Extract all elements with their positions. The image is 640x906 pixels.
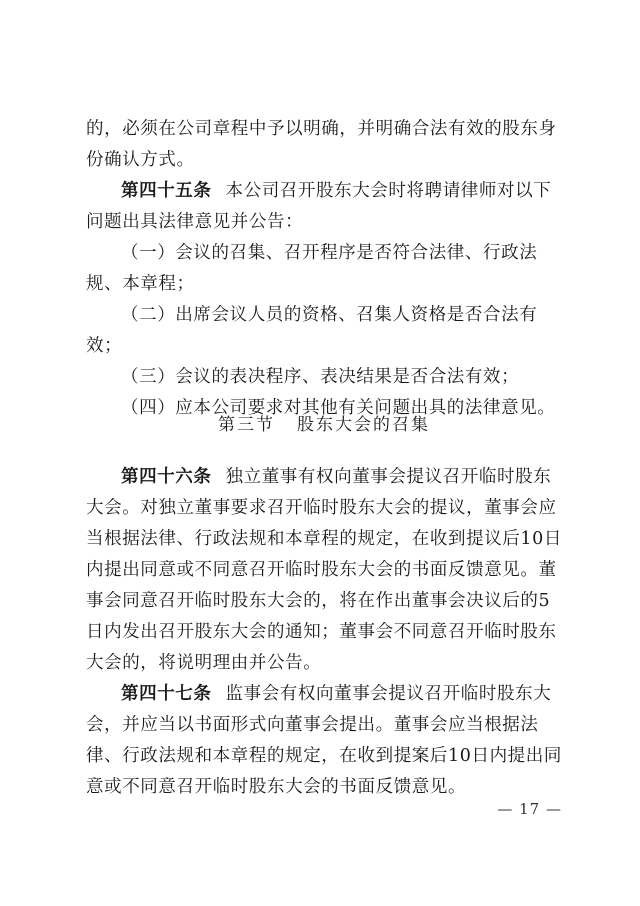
text-block-upper (86, 114, 562, 424)
text-block-lower (86, 462, 562, 803)
article-45-number: 第四十五条 (121, 181, 212, 201)
article-45-item-3: （三）会议的表决程序、表决结果是否合法有效； (121, 367, 520, 387)
article-45-text: 本公司召开股东大会时将聘请律师对以下问题出具法律意见并公告： (86, 181, 552, 232)
article-47-paragraph (86, 679, 562, 803)
article-46-text: 独立董事有权向董事会提议召开临时股东大会。对独立董事要求召开临时股东大会的提议，董事会应当根据法律、行政法规和本章程的规定，在收到提议后10日内提出同意或不同意召开临时股东大会的书面反馈意见。董事会同意召开临时股东大会的，将在作出董事会决议后的5日内发出召开股东大会的通知；董事会不同意召开临时股东大会的，将说明理由并公告。 (86, 467, 562, 673)
article-46-paragraph (86, 462, 562, 679)
page-number: — 17 — (497, 800, 562, 818)
article-46-number: 第四十六条 (121, 467, 212, 487)
section-title: 股东大会的召集 (297, 415, 430, 435)
article-45-item-1: （一）会议的召集、召开程序是否符合法律、行政法规、本章程； (86, 243, 538, 294)
section-heading (86, 410, 562, 435)
article-47-number: 第四十七条 (121, 684, 212, 704)
continuation-paragraph: 的，必须在公司章程中予以明确，并明确合法有效的股东身份确认方式。 (86, 119, 557, 170)
article-47-text: 监事会有权向董事会提议召开临时股东大会，并应当以书面形式向董事会提出。董事会应当根据法律、行政法规和本章程的规定，在收到提案后10日内提出同意或不同意召开临时股东大会的书面反馈意见。 (86, 684, 562, 797)
article-45-paragraph (86, 176, 562, 238)
article-45-item-4: （四）应本公司要求对其他有关问题出具的法律意见。 (121, 398, 556, 418)
section-number: 第三节 (218, 415, 275, 435)
article-45-item-2: （二）出席会议人员的资格、召集人资格是否合法有效； (86, 305, 538, 356)
